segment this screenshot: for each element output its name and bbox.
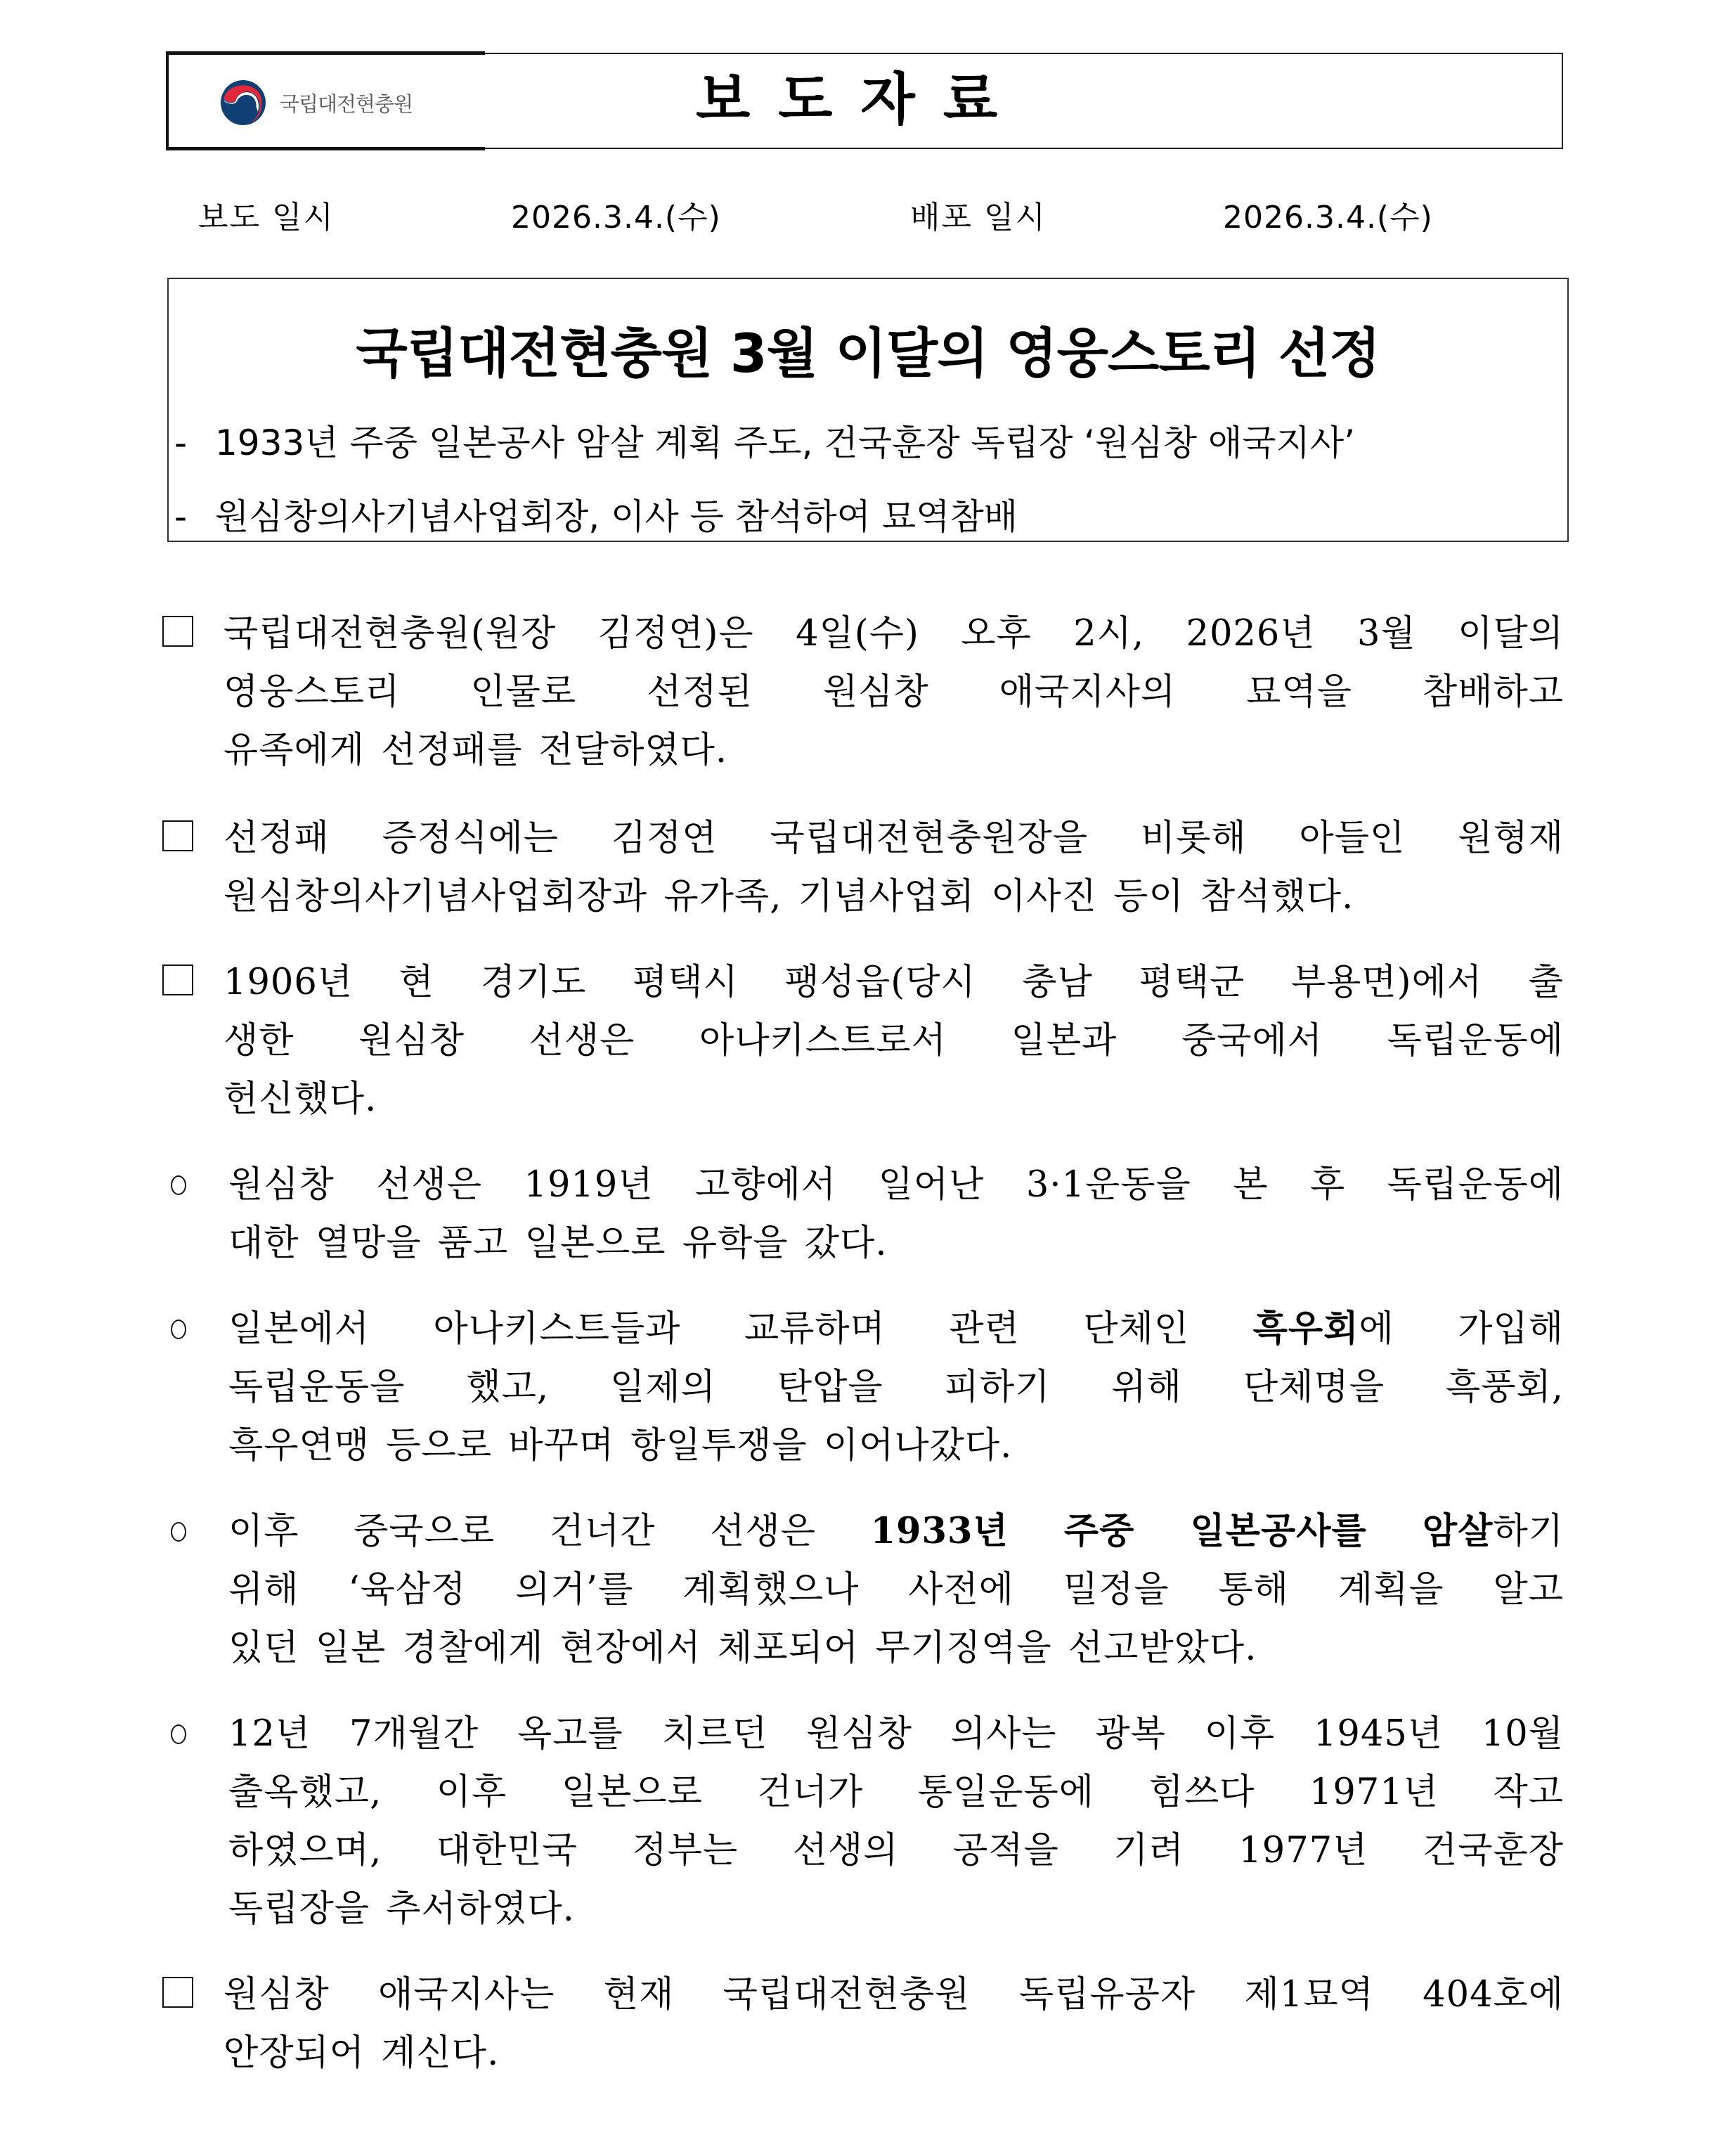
paragraph-line: 흑우연맹 등으로 바꾸며 항일투쟁을 이어나갔다. <box>228 1425 1013 1466</box>
paragraph-text <box>224 953 1564 1128</box>
paragraph-line: 원심창 애국지사는 현재 국립대전현충원 독립유공자 제1묘역 404호에 <box>224 1974 1564 2015</box>
paragraph-text <box>224 1966 1564 2082</box>
paragraph-line: 위해 ‘육삼정 의거’를 계획했으나 사전에 밀정을 통해 계획을 알고 <box>228 1569 1564 1611</box>
paragraph-line: 유족에게 선정패를 전달하였다. <box>224 730 728 771</box>
circle-bullet-icon <box>171 1175 186 1195</box>
paragraph-line: 원심창의사기념사업회장과 유가족, 기념사업회 이사진 등이 참석했다. <box>224 876 1354 917</box>
distribution-date-value: 2026.3.4.(수) <box>1223 200 1433 236</box>
paragraph-text <box>228 1300 1564 1475</box>
subtitle-text: 1933년 주중 일본공사 암살 계획 주도, 건국훈장 독립장 ‘원심창 애국지사’ <box>215 423 1356 463</box>
paragraph-text <box>224 809 1564 926</box>
release-date-label: 보도 일시 <box>198 200 335 236</box>
paragraph-text <box>224 605 1564 780</box>
paragraph-line: 있던 일본 경찰에게 현장에서 체포되어 무기징역을 선고받았다. <box>228 1627 1257 1669</box>
taegeuk-emblem-icon <box>219 78 267 127</box>
release-date-value: 2026.3.4.(수) <box>511 200 721 236</box>
circle-bullet-icon <box>171 1320 186 1339</box>
circle-bullet-icon <box>171 1724 186 1744</box>
org-logo <box>219 76 413 129</box>
subtitle-dash: - <box>174 423 188 463</box>
square-bullet-icon <box>162 1977 193 2008</box>
paragraph-line: 출옥했고, 이후 일본으로 건너가 통일운동에 힘쓰다 1971년 작고 <box>228 1772 1564 1813</box>
paragraph-line: 1906년 현 경기도 평택시 팽성읍(당시 충남 평택군 부용면)에서 출 <box>224 962 1564 1003</box>
square-bullet-icon <box>162 965 193 995</box>
paragraph-line: 일본에서 아나키스트들과 교류하며 관련 단체인 흑우회에 가입해 <box>228 1308 1564 1350</box>
paragraph-line: 독립운동을 했고, 일제의 탄압을 피하기 위해 단체명을 흑풍회, <box>228 1367 1564 1408</box>
circle-bullet-icon <box>171 1522 186 1542</box>
subtitle-dash: - <box>174 496 188 537</box>
paragraph-line: 하였으며, 대한민국 정부는 선생의 공적을 기려 1977년 건국훈장 <box>228 1830 1564 1871</box>
paragraph-line: 안장되어 계신다. <box>224 2032 500 2074</box>
header-thick-border-left <box>166 53 169 149</box>
paragraph-line: 원심창 선생은 1919년 고향에서 일어난 3·1운동을 본 후 독립운동에 <box>228 1164 1564 1206</box>
paragraph-line: 선정패 증정식에는 김정연 국립대전현충원장을 비롯해 아들인 원형재 <box>224 818 1564 859</box>
square-bullet-icon <box>162 616 193 647</box>
emphasis-text: 흑우회 <box>1252 1308 1359 1350</box>
headline-title: 국립대전현충원 3월 이달의 영웅스토리 선정 <box>356 322 1380 385</box>
org-name: 국립대전현충원 <box>280 91 413 116</box>
document-type-title: 보도자료 <box>696 67 1026 132</box>
header-thick-border-bottom <box>166 147 485 150</box>
paragraph-line: 독립장을 추서하였다. <box>228 1888 575 1930</box>
paragraph-text <box>228 1705 1564 1938</box>
header-thick-border-top <box>166 51 485 55</box>
paragraph-line: 국립대전현충원(원장 김정연)은 4일(수) 오후 2시, 2026년 3월 이달의 <box>224 613 1564 654</box>
paragraph-line: 이후 중국으로 건너간 선생은 1933년 주중 일본공사를 암살하기 <box>228 1510 1565 1552</box>
paragraph-line: 12년 7개월간 옥고를 치르던 원심창 의사는 광복 이후 1945년 10월 <box>228 1713 1564 1755</box>
paragraph-text <box>228 1502 1564 1677</box>
headline-subtitle <box>174 494 1566 539</box>
headline-subtitle <box>174 420 1566 465</box>
paragraph-line: 헌신했다. <box>224 1078 377 1120</box>
square-bullet-icon <box>162 820 193 851</box>
paragraph-line: 대한 열망을 품고 일본으로 유학을 갔다. <box>228 1223 888 1264</box>
paragraph-line: 생한 원심창 선생은 아나키스트로서 일본과 중국에서 독립운동에 <box>224 1020 1564 1062</box>
distribution-date-label: 배포 일시 <box>910 200 1047 236</box>
emphasis-text: 1933년 주중 일본공사를 암살 <box>870 1510 1494 1552</box>
paragraph-text <box>228 1156 1564 1272</box>
subtitle-text: 원심창의사기념사업회장, 이사 등 참석하여 묘역참배 <box>215 496 1018 537</box>
paragraph-line: 영웅스토리 인물로 선정된 원심창 애국지사의 묘역을 참배하고 <box>224 671 1564 713</box>
